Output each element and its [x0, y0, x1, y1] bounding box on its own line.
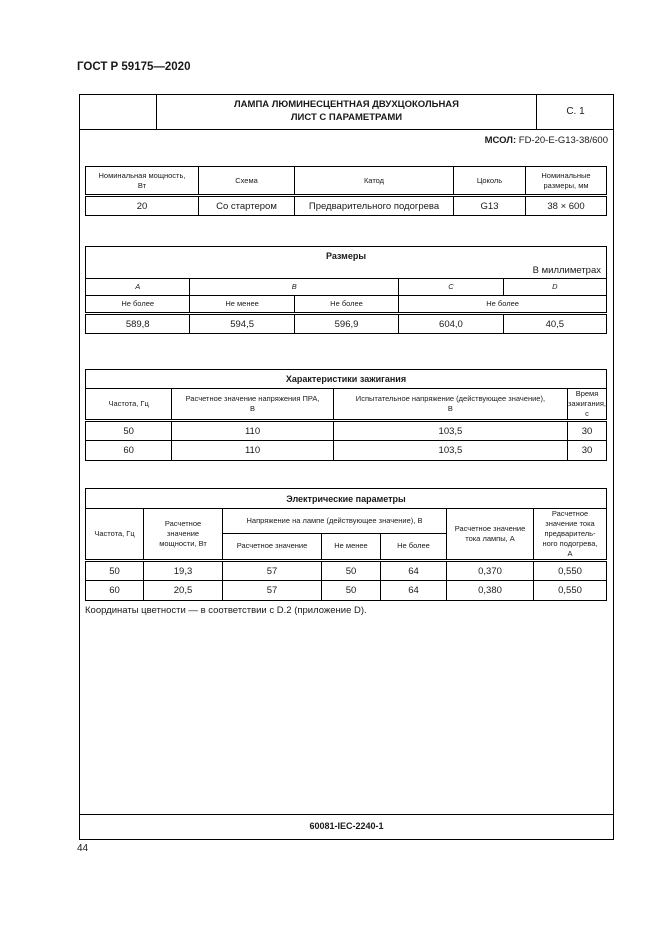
value-cathode: Предварительного подогрева — [295, 196, 454, 216]
header-base: Цоколь — [454, 167, 526, 196]
dimensions-table — [85, 246, 607, 334]
electrical-cell: 50 — [322, 561, 381, 581]
electrical-cell: 20,5 — [144, 581, 223, 601]
dim-value-d: 40,5 — [503, 314, 606, 334]
ignition-cell: 30 — [567, 441, 606, 461]
dim-value-c: 604,0 — [399, 314, 503, 334]
value-scheme: Со стартером — [199, 196, 295, 216]
ignition-cell: 103,5 — [333, 441, 567, 461]
dim-limit-b-max: Не более — [294, 296, 398, 314]
chromaticity-note: Координаты цветности — в соответствии с D.2 (приложение D). — [85, 605, 367, 616]
electrical-cell: 57 — [223, 581, 322, 601]
electrical-header-frequency: Частота, Гц — [86, 509, 144, 561]
ignition-cell: 30 — [567, 421, 606, 441]
footer-divider — [80, 814, 613, 815]
dim-limit-b-min: Не менее — [190, 296, 294, 314]
electrical-header-voltage: Напряжение на лампе (действующее значение), В — [223, 509, 447, 534]
electrical-cell: 60 — [86, 581, 144, 601]
sheet-title — [157, 94, 537, 130]
dim-letter-a: A — [86, 279, 190, 296]
electrical-cell: 50 — [322, 581, 381, 601]
electrical-cell: 0,380 — [447, 581, 534, 601]
dim-limit-cd: Не более — [399, 296, 607, 314]
header-dimensions: Номинальные размеры, мм — [526, 167, 607, 196]
ignition-header-frequency: Частота, Гц — [86, 389, 172, 421]
electrical-header-preheat: Расчетное значение тока предваритель-ного подогрева, А — [534, 509, 607, 561]
ignition-cell: 103,5 — [333, 421, 567, 441]
electrical-header-voltage-min: Не менее — [322, 533, 381, 560]
sheet-header — [79, 94, 614, 130]
dim-letter-d: D — [503, 279, 606, 296]
page-number: 44 — [77, 843, 89, 854]
electrical-header-power: Расчетное значение мощности, Вт — [144, 509, 223, 561]
electrical-cell: 64 — [381, 581, 447, 601]
electrical-table — [85, 488, 607, 601]
ignition-header-time: Время зажигания, с — [567, 389, 606, 421]
standard-number: ГОСТ Р 59175—2020 — [77, 61, 191, 73]
electrical-header-voltage-max: Не более — [381, 533, 447, 560]
dim-letter-c: C — [399, 279, 503, 296]
dimensions-title: Размеры — [86, 247, 607, 263]
ignition-cell: 110 — [172, 421, 334, 441]
msol-code — [485, 135, 608, 146]
sheet-title-line2: ЛИСТ С ПАРАМЕТРАМИ — [290, 112, 403, 123]
header-power: Номинальная мощность, Вт — [86, 167, 199, 196]
electrical-cell: 0,370 — [447, 561, 534, 581]
ignition-table — [85, 369, 607, 461]
electrical-title: Электрические параметры — [86, 489, 607, 509]
ignition-cell: 60 — [86, 441, 172, 461]
dimensions-units: В миллиметрах — [86, 263, 607, 279]
header-blank-cell — [79, 94, 157, 130]
ignition-header-ballast-voltage: Расчетное значение напряжения ПРА, В — [172, 389, 334, 421]
dim-limit-a: Не более — [86, 296, 190, 314]
ignition-cell: 50 — [86, 421, 172, 441]
dim-value-a: 589,8 — [86, 314, 190, 334]
header-cathode: Катод — [295, 167, 454, 196]
lamp-summary-table — [85, 166, 607, 216]
value-power: 20 — [86, 196, 199, 216]
electrical-cell: 50 — [86, 561, 144, 581]
ignition-title: Характеристики зажигания — [86, 370, 607, 389]
electrical-header-voltage-calc: Расчетное значение — [223, 533, 322, 560]
electrical-cell: 0,550 — [534, 581, 607, 601]
sheet-title-line1: ЛАМПА ЛЮМИНЕСЦЕНТНАЯ ДВУХЦОКОЛЬНАЯ — [234, 99, 459, 110]
dim-value-b-max: 596,9 — [294, 314, 398, 334]
value-dimensions: 38 × 600 — [526, 196, 607, 216]
electrical-header-current: Расчетное значение тока лампы, А — [447, 509, 534, 561]
value-base: G13 — [454, 196, 526, 216]
msol-value: FD-20-E-G13-38/600 — [518, 135, 608, 146]
footer-code: 60081-IEC-2240-1 — [309, 821, 384, 831]
electrical-cell: 64 — [381, 561, 447, 581]
msol-label: МСОЛ: — [484, 135, 517, 146]
dim-value-b-min: 594,5 — [190, 314, 294, 334]
electrical-cell: 0,550 — [534, 561, 607, 581]
header-scheme: Схема — [199, 167, 295, 196]
sheet-number: С. 1 — [537, 94, 614, 130]
ignition-header-test-voltage: Испытательное напряжение (действующее значение), В — [333, 389, 567, 421]
dim-letter-b: B — [190, 279, 399, 296]
electrical-cell: 19,3 — [144, 561, 223, 581]
electrical-cell: 57 — [223, 561, 322, 581]
ignition-cell: 110 — [172, 441, 334, 461]
